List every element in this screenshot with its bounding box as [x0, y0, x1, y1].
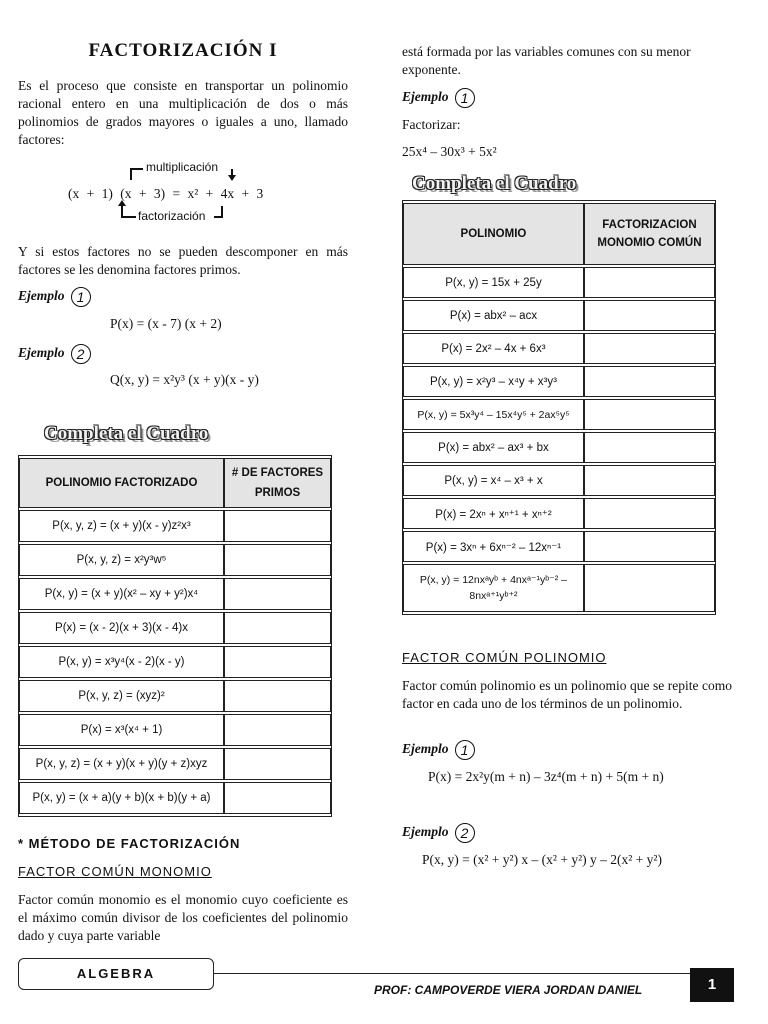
number-1-circle-icon: 1 [71, 287, 91, 307]
table-cell-polynomial: P(x, y, z) = (x + y)(x - y)z²x³ [19, 510, 224, 542]
table-cell-polynomial: P(x, y) = 12nxᵃyᵇ + 4nxᵃ⁻¹yᵇ⁻² – 8nxᵃ⁺¹yᵇ⁺² [403, 564, 584, 612]
professor-name: PROF: CAMPOVERDE VIERA JORDAN DANIEL [374, 983, 643, 997]
answer-cell[interactable] [584, 366, 715, 397]
ejemplo-2-heading [18, 344, 91, 364]
table-row [403, 531, 715, 562]
table-row [403, 366, 715, 397]
ejemplo-label: Ejemplo [402, 824, 449, 840]
number-1-circle-icon: 1 [455, 740, 475, 760]
header-factorizacion: FACTORIZACION MONOMIO COMÚN [584, 203, 715, 265]
table-cell-polynomial: P(x, y) = x²y³ – x⁴y + x³y³ [403, 366, 584, 397]
table-row [403, 333, 715, 364]
answer-cell[interactable] [224, 748, 331, 780]
table-row [403, 564, 715, 612]
answer-cell[interactable] [224, 612, 331, 644]
table-cell-polynomial: P(x) = (x - 2)(x + 3)(x - 4)x [19, 612, 224, 644]
number-2-circle-icon: 2 [455, 823, 475, 843]
subject-badge: ALGEBRA [18, 958, 214, 990]
table-row [19, 680, 331, 712]
completa-cuadro-title: Completa el Cuadro [44, 423, 209, 444]
table-row [19, 714, 331, 746]
fcp-heading: FACTOR COMÚN POLINOMIO [402, 650, 607, 665]
answer-cell[interactable] [584, 267, 715, 298]
intro-paragraph: Es el proceso que consiste en transportar un polinomio racional entero en una multiplicación de dos o más polinomios de grados mayores o iguales a uno, llamado factores: [18, 78, 348, 147]
table-row [403, 465, 715, 496]
table-row [19, 510, 331, 542]
ejemplo-1-heading [402, 740, 475, 760]
number-1-circle-icon: 1 [455, 88, 475, 108]
metodo-heading: * MÉTODO DE FACTORIZACIÓN [18, 836, 241, 851]
table-cell-polynomial: P(x, y) = x⁴ – x³ + x [403, 465, 584, 496]
ejemplo-label: Ejemplo [18, 288, 65, 304]
answer-cell[interactable] [224, 714, 331, 746]
table-row [19, 748, 331, 780]
fcp-example-2-expression: P(x, y) = (x² + y²) x – (x² + y²) y – 2(x² + y²) [422, 852, 662, 867]
table-cell-polynomial: P(x, y) = (x + a)(y + b)(x + b)(y + a) [19, 782, 224, 814]
page-title: FACTORIZACIÓN I [88, 40, 278, 61]
fcm-paragraph: Factor común monomio es el monomio cuyo coeficiente es el máximo común divisor de los coeficientes del polinomio dado y cuya parte variable [18, 892, 348, 943]
table-header-row [19, 458, 331, 508]
table-header-row [403, 203, 715, 265]
table-cell-polynomial: P(x, y, z) = (x + y)(x + y)(y + z)xyz [19, 748, 224, 780]
table-cell-polynomial: P(x) = abx² – ax³ + bx [403, 432, 584, 463]
table-row [403, 432, 715, 463]
footer-divider [214, 973, 690, 974]
ejemplo-1-expression: P(x) = (x - 7) (x + 2) [110, 316, 222, 331]
table-cell-polynomial: P(x) = 2xⁿ + xⁿ⁺¹ + xⁿ⁺² [403, 498, 584, 529]
ejemplo-heading [402, 88, 475, 108]
factorizar-expression: 25x⁴ – 30x³ + 5x² [402, 144, 497, 159]
factorizar-label: Factorizar: [402, 117, 461, 132]
table-cell-polynomial: P(x, y) = (x + y)(x² – xy + y²)x⁴ [19, 578, 224, 610]
ejemplo-1-heading [18, 287, 91, 307]
fcm-heading: FACTOR COMÚN MONOMIO [18, 864, 212, 879]
table-cell-polynomial: P(x, y) = 15x + 25y [403, 267, 584, 298]
primes-paragraph: Y si estos factores no se pueden descomponer en más factores se les denomina factores primos. [18, 244, 348, 277]
table-row [403, 399, 715, 430]
fcp-paragraph: Factor común polinomio es un polinomio que se repite como factor en cada uno de los términos de un polinomio. [402, 678, 732, 711]
table-cell-polynomial: P(x, y) = 5x³y⁴ – 15x⁴y⁵ + 2ax⁵y⁵ [403, 399, 584, 430]
answer-cell[interactable] [584, 564, 715, 612]
multiplication-label: multiplicación [146, 160, 219, 174]
answer-cell[interactable] [224, 544, 331, 576]
table-cell-polynomial: P(x, y) = x³y⁴(x - 2)(x - y) [19, 646, 224, 678]
table-row [19, 782, 331, 814]
answer-cell[interactable] [584, 333, 715, 364]
table-row [19, 578, 331, 610]
table-row [403, 498, 715, 529]
fcp-example-1-expression: P(x) = 2x²y(m + n) – 3z⁴(m + n) + 5(m + n) [428, 769, 664, 784]
answer-cell[interactable] [224, 646, 331, 678]
table-cell-polynomial: P(x) = 2x² – 4x + 6x³ [403, 333, 584, 364]
table-cell-polynomial: P(x, y, z) = (xyz)² [19, 680, 224, 712]
header-polinomio-factorizado: POLINOMIO FACTORIZADO [19, 458, 224, 508]
header-polinomio: POLINOMIO [403, 203, 584, 265]
answer-cell[interactable] [584, 498, 715, 529]
ejemplo-label: Ejemplo [402, 741, 449, 757]
answer-cell[interactable] [224, 578, 331, 610]
table-row [19, 646, 331, 678]
example-equation: (x + 1) (x + 3) = x² + 4x + 3 [68, 186, 264, 201]
header-factores-primos: # DE FACTORES PRIMOS [224, 458, 331, 508]
table-row [403, 300, 715, 331]
answer-cell[interactable] [224, 680, 331, 712]
table-cell-polynomial: P(x) = 3xⁿ + 6xⁿ⁻² – 12xⁿ⁻¹ [403, 531, 584, 562]
answer-cell[interactable] [584, 300, 715, 331]
monomial-factor-table [402, 200, 716, 615]
answer-cell[interactable] [584, 531, 715, 562]
continuation-paragraph: está formada por las variables comunes con su menor exponente. [402, 44, 691, 77]
ejemplo-2-expression: Q(x, y) = x²y³ (x + y)(x - y) [110, 372, 259, 387]
factorization-label: factorización [138, 209, 206, 223]
number-2-circle-icon: 2 [71, 344, 91, 364]
table-cell-polynomial: P(x) = abx² – acx [403, 300, 584, 331]
ejemplo-2-heading [402, 823, 475, 843]
ejemplo-label: Ejemplo [18, 345, 65, 361]
table-cell-polynomial: P(x) = x³(x⁴ + 1) [19, 714, 224, 746]
factorization-diagram [18, 160, 348, 226]
completa-cuadro-title: Completa el Cuadro [412, 173, 577, 194]
table-row [403, 267, 715, 298]
table-row [19, 612, 331, 644]
factored-polynomials-table [18, 455, 332, 817]
ejemplo-label: Ejemplo [402, 89, 449, 105]
page-number: 1 [690, 968, 734, 1002]
answer-cell[interactable] [224, 782, 331, 814]
answer-cell[interactable] [584, 399, 715, 430]
answer-cell[interactable] [584, 465, 715, 496]
answer-cell[interactable] [224, 510, 331, 542]
table-cell-polynomial: P(x, y, z) = x²y³w⁵ [19, 544, 224, 576]
table-row [19, 544, 331, 576]
answer-cell[interactable] [584, 432, 715, 463]
